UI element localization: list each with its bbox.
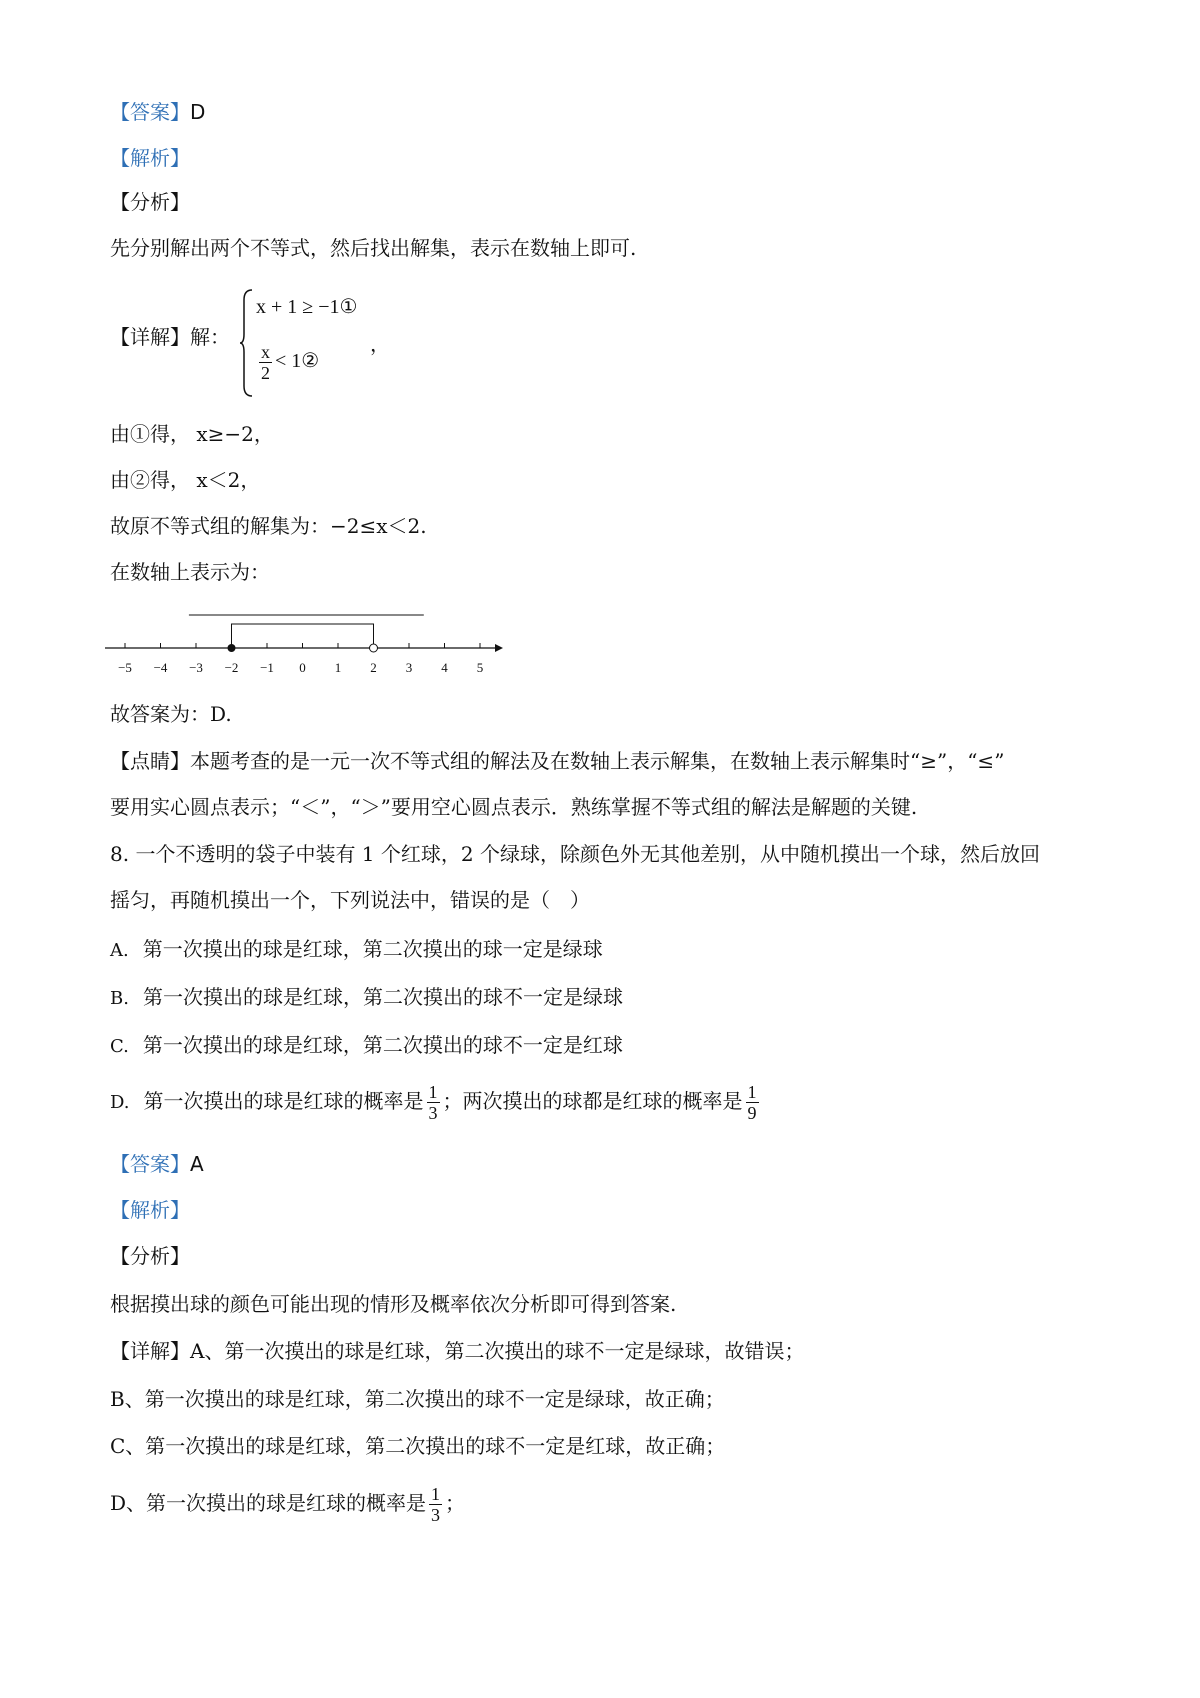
- q8-detail-c: C、第一次摸出的球是红球，第二次摸出的球不一定是红球，故正确；: [110, 1434, 726, 1458]
- xiangjie-tag: 【详解】解：: [110, 325, 230, 349]
- q8-question-line-1: 8. 一个不透明的袋子中装有 1 个红球，2 个绿球，除颜色外无其他差别，从中随机摸出一个球，然后放回: [110, 842, 1040, 866]
- tick-label: −5: [118, 660, 132, 675]
- step-3: 故原不等式组的解集为：−2≤x＜2.: [110, 514, 427, 538]
- conclusion: 故答案为：D.: [110, 702, 232, 726]
- tick-label: 2: [370, 660, 377, 675]
- dianjing-text-1: 本题考查的是一元一次不等式组的解法及在数轴上表示解集，在数轴上表示解集时“≥”，“≤”: [190, 749, 1005, 773]
- dianjing-line-2: 要用实心圆点表示；“＜”，“＞”要用空心圆点表示．熟练掌握不等式组的解法是解题的关键.: [110, 795, 918, 819]
- analysis-tag: 【解析】: [110, 146, 190, 170]
- tick-label: 5: [476, 660, 484, 675]
- tick-label: −3: [189, 660, 203, 675]
- dianjing-tag: 【点睛】: [110, 749, 190, 773]
- solid-point: [228, 644, 236, 652]
- option-c-text: 第一次摸出的球是红球，第二次摸出的球不一定是红球: [142, 1033, 623, 1057]
- answer-tag: 【答案】: [110, 100, 190, 124]
- left-brace-icon: [240, 288, 254, 398]
- answer-value: A: [190, 1152, 204, 1176]
- fenxi-tag: 【分析】: [110, 1244, 190, 1268]
- tick-label: 3: [405, 660, 413, 675]
- fraction-one-third: $\frac{1}{3}$: [431, 1484, 441, 1525]
- fraction-one-ninth: $\frac{1}{9}$: [747, 1082, 757, 1123]
- option-d-text-2: ；两次摸出的球都是红球的概率是: [442, 1089, 743, 1113]
- option-b-text: 第一次摸出的球是红球，第二次摸出的球不一定是绿球: [142, 985, 623, 1009]
- option-d-label: D.: [110, 1092, 130, 1113]
- fenxi-text: 根据摸出球的颜色可能出现的情形及概率依次分析即可得到答案.: [110, 1292, 677, 1316]
- q8-option-c: [110, 1031, 623, 1061]
- q8-detail-a: [110, 1337, 804, 1365]
- dianjing-line-1: [110, 747, 1004, 775]
- tick-label: −2: [224, 660, 239, 675]
- tick-label: 0: [299, 660, 306, 675]
- q8-option-b: [110, 983, 623, 1013]
- option-b-label: B.: [110, 988, 129, 1009]
- option-a-label: A.: [110, 940, 129, 961]
- step-1: 由①得， x≥−2，: [110, 422, 274, 446]
- analysis-tag: 【解析】: [110, 1198, 190, 1222]
- q7-answer: [110, 98, 205, 126]
- tick-label: −1: [260, 660, 274, 675]
- step-2: 由②得， x＜2，: [110, 468, 261, 492]
- answer-value: D: [190, 100, 206, 124]
- fraction-one-third: $\frac{1}{3}$: [428, 1082, 438, 1123]
- fenxi-text: 先分别解出两个不等式，然后找出解集，表示在数轴上即可.: [110, 236, 637, 260]
- detail-a-text: A、第一次摸出的球是红球，第二次摸出的球不一定是绿球，故错误；: [190, 1339, 805, 1363]
- step-4: 在数轴上表示为：: [110, 560, 270, 584]
- fenxi-tag: 【分析】: [110, 190, 190, 214]
- q8-answer: [110, 1150, 204, 1178]
- system-row-1: x + 1 ≥ −1①: [256, 296, 358, 318]
- system-comma: ，: [370, 332, 390, 356]
- tick-label: 4: [441, 660, 448, 675]
- tick-label: −4: [153, 660, 168, 675]
- tick-label: 1: [334, 660, 342, 675]
- xiangjie-tag: 【详解】: [110, 1339, 190, 1363]
- detail-d-text: D、第一次摸出的球是红球的概率是: [110, 1491, 427, 1515]
- number-line: [105, 610, 505, 680]
- fraction-x-over-2: $\frac{x}{2}$: [261, 342, 270, 383]
- option-a-text: 第一次摸出的球是红球，第二次摸出的球一定是绿球: [142, 937, 603, 961]
- option-d-text-1: 第一次摸出的球是红球的概率是: [143, 1089, 424, 1113]
- q8-detail-b: B、第一次摸出的球是红球，第二次摸出的球不一定是绿球，故正确；: [110, 1387, 725, 1411]
- inequality-system: [240, 288, 390, 398]
- q8-detail-d: D、第一次摸出的球是红球的概率是 $\frac{1}{3}$ ；: [110, 1484, 466, 1525]
- system-row-2: $\frac{x}{2}$ < 1②: [261, 342, 320, 383]
- open-point: [370, 644, 378, 652]
- q8-question-line-2: 摇匀，再随机摸出一个，下列说法中，错误的是（ ）: [110, 888, 590, 912]
- q8-option-a: [110, 935, 603, 965]
- q8-option-d: [110, 1082, 762, 1123]
- axis-arrow-icon: [495, 644, 503, 652]
- answer-tag: 【答案】: [110, 1152, 190, 1176]
- option-c-label: C.: [110, 1036, 129, 1057]
